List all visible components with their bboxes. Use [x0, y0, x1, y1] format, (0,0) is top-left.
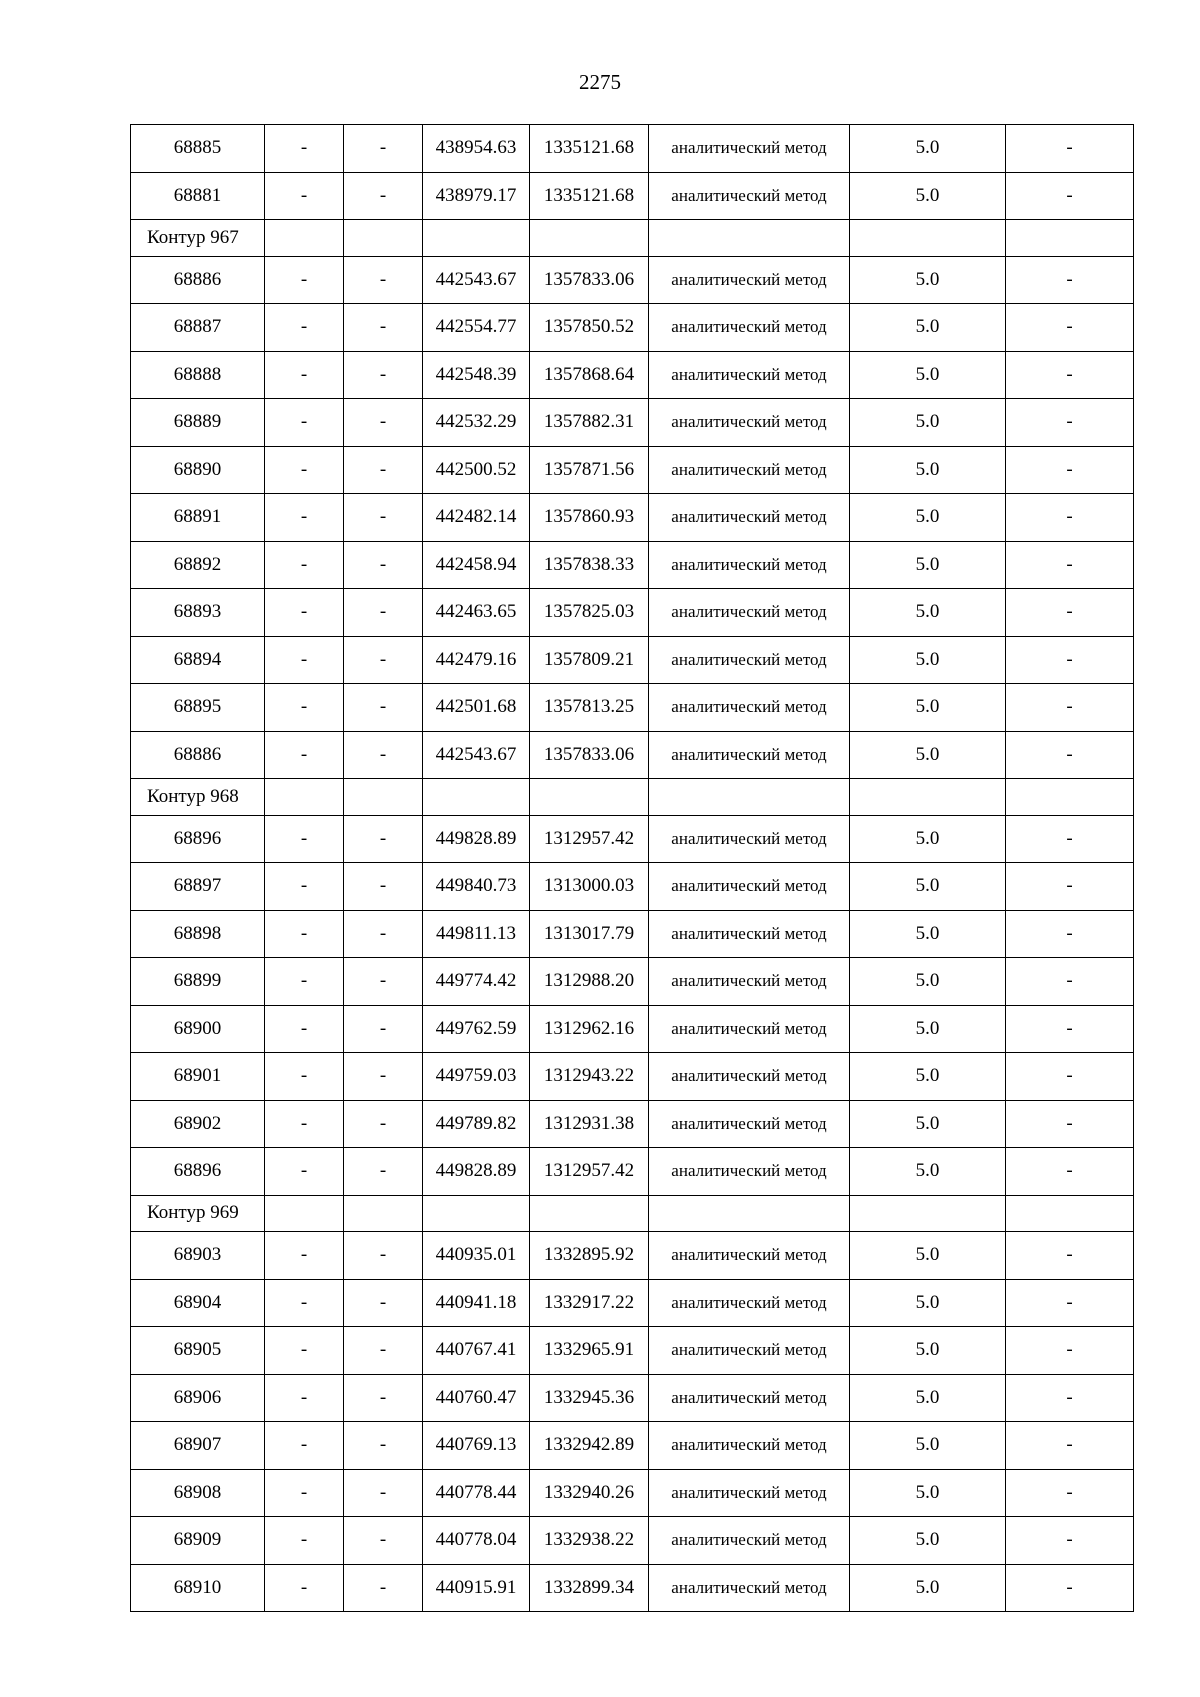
point-number-cell: 68893: [131, 589, 265, 637]
table-row: [131, 589, 1134, 637]
precision-cell: 5.0: [850, 815, 1006, 863]
empty-cell: [265, 1195, 344, 1232]
y-coordinate-cell: 1357871.56: [530, 446, 649, 494]
empty-value-cell: -: [1006, 684, 1134, 732]
x-coordinate-cell: 440941.18: [423, 1279, 530, 1327]
empty-value-cell: -: [1006, 1517, 1134, 1565]
table-row: [131, 304, 1134, 352]
empty-cell: [530, 220, 649, 257]
precision-cell: 5.0: [850, 1148, 1006, 1196]
x-coordinate-cell: 449789.82: [423, 1100, 530, 1148]
table-row: [131, 1232, 1134, 1280]
y-coordinate-cell: 1312957.42: [530, 1148, 649, 1196]
method-cell: аналитический метод: [649, 351, 850, 399]
method-cell: аналитический метод: [649, 1148, 850, 1196]
empty-value-cell: -: [265, 541, 344, 589]
empty-value-cell: -: [1006, 1374, 1134, 1422]
empty-value-cell: -: [1006, 304, 1134, 352]
y-coordinate-cell: 1332940.26: [530, 1469, 649, 1517]
contour-header-row: [131, 220, 1134, 257]
table-row: [131, 1005, 1134, 1053]
x-coordinate-cell: 442548.39: [423, 351, 530, 399]
table-row: [131, 1517, 1134, 1565]
empty-value-cell: -: [265, 863, 344, 911]
point-number-cell: 68895: [131, 684, 265, 732]
empty-value-cell: -: [344, 399, 423, 447]
y-coordinate-cell: 1357825.03: [530, 589, 649, 637]
empty-value-cell: -: [344, 684, 423, 732]
table-row: [131, 446, 1134, 494]
empty-cell: [530, 1195, 649, 1232]
point-number-cell: 68909: [131, 1517, 265, 1565]
y-coordinate-cell: 1357833.06: [530, 256, 649, 304]
method-cell: аналитический метод: [649, 172, 850, 220]
empty-value-cell: -: [1006, 636, 1134, 684]
empty-value-cell: -: [265, 1053, 344, 1101]
method-cell: аналитический метод: [649, 684, 850, 732]
table-row: [131, 1148, 1134, 1196]
empty-value-cell: -: [344, 815, 423, 863]
empty-value-cell: -: [344, 731, 423, 779]
table-row: [131, 399, 1134, 447]
x-coordinate-cell: 442479.16: [423, 636, 530, 684]
empty-value-cell: -: [344, 958, 423, 1006]
precision-cell: 5.0: [850, 1517, 1006, 1565]
point-number-cell: 68897: [131, 863, 265, 911]
empty-value-cell: -: [265, 910, 344, 958]
x-coordinate-cell: 442458.94: [423, 541, 530, 589]
point-number-cell: 68910: [131, 1564, 265, 1612]
empty-value-cell: -: [265, 125, 344, 173]
table-row: [131, 172, 1134, 220]
x-coordinate-cell: 449762.59: [423, 1005, 530, 1053]
table-row: [131, 731, 1134, 779]
point-number-cell: 68881: [131, 172, 265, 220]
contour-label: Контур 968: [131, 779, 265, 816]
table-row: [131, 541, 1134, 589]
y-coordinate-cell: 1313000.03: [530, 863, 649, 911]
table-row: [131, 1279, 1134, 1327]
empty-value-cell: -: [344, 541, 423, 589]
method-cell: аналитический метод: [649, 1422, 850, 1470]
y-coordinate-cell: 1332899.34: [530, 1564, 649, 1612]
method-cell: аналитический метод: [649, 446, 850, 494]
empty-value-cell: -: [265, 494, 344, 542]
x-coordinate-cell: 440778.44: [423, 1469, 530, 1517]
y-coordinate-cell: 1312962.16: [530, 1005, 649, 1053]
precision-cell: 5.0: [850, 399, 1006, 447]
coordinates-table-body: [131, 125, 1134, 1612]
point-number-cell: 68900: [131, 1005, 265, 1053]
empty-cell: [265, 779, 344, 816]
x-coordinate-cell: 442543.67: [423, 256, 530, 304]
empty-value-cell: -: [344, 1517, 423, 1565]
y-coordinate-cell: 1357882.31: [530, 399, 649, 447]
empty-value-cell: -: [1006, 1422, 1134, 1470]
table-row: [131, 815, 1134, 863]
y-coordinate-cell: 1312943.22: [530, 1053, 649, 1101]
empty-cell: [1006, 779, 1134, 816]
method-cell: аналитический метод: [649, 1374, 850, 1422]
contour-label: Контур 969: [131, 1195, 265, 1232]
empty-value-cell: -: [1006, 958, 1134, 1006]
empty-value-cell: -: [265, 1148, 344, 1196]
empty-cell: [1006, 220, 1134, 257]
empty-value-cell: -: [1006, 125, 1134, 173]
x-coordinate-cell: 440915.91: [423, 1564, 530, 1612]
table-row: [131, 1374, 1134, 1422]
empty-value-cell: -: [344, 172, 423, 220]
empty-value-cell: -: [344, 863, 423, 911]
method-cell: аналитический метод: [649, 589, 850, 637]
table-row: [131, 256, 1134, 304]
empty-value-cell: -: [344, 1469, 423, 1517]
empty-value-cell: -: [265, 1469, 344, 1517]
empty-cell: [850, 220, 1006, 257]
empty-value-cell: -: [1006, 1148, 1134, 1196]
y-coordinate-cell: 1335121.68: [530, 125, 649, 173]
empty-cell: [1006, 1195, 1134, 1232]
table-row: [131, 1100, 1134, 1148]
empty-value-cell: -: [1006, 1232, 1134, 1280]
empty-value-cell: -: [265, 304, 344, 352]
precision-cell: 5.0: [850, 172, 1006, 220]
empty-value-cell: -: [1006, 1564, 1134, 1612]
empty-value-cell: -: [344, 1005, 423, 1053]
x-coordinate-cell: 440767.41: [423, 1327, 530, 1375]
empty-value-cell: -: [344, 1564, 423, 1612]
point-number-cell: 68892: [131, 541, 265, 589]
table-row: [131, 494, 1134, 542]
precision-cell: 5.0: [850, 304, 1006, 352]
table-row: [131, 1422, 1134, 1470]
empty-value-cell: -: [265, 172, 344, 220]
empty-value-cell: -: [265, 1564, 344, 1612]
precision-cell: 5.0: [850, 636, 1006, 684]
x-coordinate-cell: 442543.67: [423, 731, 530, 779]
empty-value-cell: -: [1006, 910, 1134, 958]
empty-value-cell: -: [344, 1232, 423, 1280]
x-coordinate-cell: 438954.63: [423, 125, 530, 173]
precision-cell: 5.0: [850, 1279, 1006, 1327]
empty-value-cell: -: [1006, 172, 1134, 220]
precision-cell: 5.0: [850, 1232, 1006, 1280]
point-number-cell: 68894: [131, 636, 265, 684]
y-coordinate-cell: 1332895.92: [530, 1232, 649, 1280]
empty-value-cell: -: [344, 910, 423, 958]
y-coordinate-cell: 1332942.89: [530, 1422, 649, 1470]
x-coordinate-cell: 440935.01: [423, 1232, 530, 1280]
x-coordinate-cell: 440760.47: [423, 1374, 530, 1422]
x-coordinate-cell: 449828.89: [423, 1148, 530, 1196]
method-cell: аналитический метод: [649, 1100, 850, 1148]
empty-value-cell: -: [1006, 351, 1134, 399]
empty-cell: [423, 1195, 530, 1232]
empty-value-cell: -: [344, 636, 423, 684]
empty-value-cell: -: [1006, 731, 1134, 779]
precision-cell: 5.0: [850, 589, 1006, 637]
method-cell: аналитический метод: [649, 256, 850, 304]
method-cell: аналитический метод: [649, 1469, 850, 1517]
precision-cell: 5.0: [850, 1469, 1006, 1517]
table-row: [131, 1327, 1134, 1375]
point-number-cell: 68886: [131, 256, 265, 304]
empty-value-cell: -: [1006, 589, 1134, 637]
empty-value-cell: -: [344, 304, 423, 352]
empty-cell: [344, 220, 423, 257]
y-coordinate-cell: 1332938.22: [530, 1517, 649, 1565]
empty-value-cell: -: [344, 1327, 423, 1375]
precision-cell: 5.0: [850, 256, 1006, 304]
empty-value-cell: -: [344, 1100, 423, 1148]
empty-cell: [850, 1195, 1006, 1232]
x-coordinate-cell: 442500.52: [423, 446, 530, 494]
empty-value-cell: -: [265, 1005, 344, 1053]
x-coordinate-cell: 449828.89: [423, 815, 530, 863]
precision-cell: 5.0: [850, 446, 1006, 494]
method-cell: аналитический метод: [649, 1053, 850, 1101]
point-number-cell: 68885: [131, 125, 265, 173]
x-coordinate-cell: 438979.17: [423, 172, 530, 220]
table-row: [131, 1564, 1134, 1612]
y-coordinate-cell: 1357809.21: [530, 636, 649, 684]
method-cell: аналитический метод: [649, 1327, 850, 1375]
method-cell: аналитический метод: [649, 494, 850, 542]
point-number-cell: 68898: [131, 910, 265, 958]
empty-value-cell: -: [1006, 1327, 1134, 1375]
empty-cell: [850, 779, 1006, 816]
empty-cell: [649, 1195, 850, 1232]
y-coordinate-cell: 1357813.25: [530, 684, 649, 732]
x-coordinate-cell: 442482.14: [423, 494, 530, 542]
method-cell: аналитический метод: [649, 304, 850, 352]
table-row: [131, 125, 1134, 173]
method-cell: аналитический метод: [649, 1517, 850, 1565]
point-number-cell: 68904: [131, 1279, 265, 1327]
precision-cell: 5.0: [850, 1100, 1006, 1148]
empty-value-cell: -: [265, 446, 344, 494]
empty-cell: [344, 779, 423, 816]
precision-cell: 5.0: [850, 910, 1006, 958]
point-number-cell: 68891: [131, 494, 265, 542]
y-coordinate-cell: 1312988.20: [530, 958, 649, 1006]
precision-cell: 5.0: [850, 351, 1006, 399]
table-row: [131, 636, 1134, 684]
method-cell: аналитический метод: [649, 731, 850, 779]
empty-value-cell: -: [344, 1053, 423, 1101]
empty-value-cell: -: [265, 1422, 344, 1470]
precision-cell: 5.0: [850, 863, 1006, 911]
empty-value-cell: -: [1006, 446, 1134, 494]
method-cell: аналитический метод: [649, 399, 850, 447]
method-cell: аналитический метод: [649, 958, 850, 1006]
empty-value-cell: -: [1006, 1053, 1134, 1101]
empty-cell: [265, 220, 344, 257]
empty-value-cell: -: [265, 815, 344, 863]
empty-value-cell: -: [265, 684, 344, 732]
empty-value-cell: -: [344, 494, 423, 542]
method-cell: аналитический метод: [649, 815, 850, 863]
empty-value-cell: -: [344, 1422, 423, 1470]
x-coordinate-cell: 442501.68: [423, 684, 530, 732]
contour-label: Контур 967: [131, 220, 265, 257]
y-coordinate-cell: 1357833.06: [530, 731, 649, 779]
empty-value-cell: -: [1006, 256, 1134, 304]
empty-value-cell: -: [265, 1327, 344, 1375]
precision-cell: 5.0: [850, 1053, 1006, 1101]
point-number-cell: 68888: [131, 351, 265, 399]
table-row: [131, 863, 1134, 911]
method-cell: аналитический метод: [649, 1005, 850, 1053]
y-coordinate-cell: 1312931.38: [530, 1100, 649, 1148]
point-number-cell: 68901: [131, 1053, 265, 1101]
empty-value-cell: -: [344, 125, 423, 173]
page-number: 2275: [579, 70, 621, 94]
method-cell: аналитический метод: [649, 863, 850, 911]
point-number-cell: 68896: [131, 815, 265, 863]
point-number-cell: 68902: [131, 1100, 265, 1148]
empty-cell: [649, 220, 850, 257]
point-number-cell: 68896: [131, 1148, 265, 1196]
point-number-cell: 68889: [131, 399, 265, 447]
precision-cell: 5.0: [850, 958, 1006, 1006]
x-coordinate-cell: 449759.03: [423, 1053, 530, 1101]
method-cell: аналитический метод: [649, 636, 850, 684]
method-cell: аналитический метод: [649, 541, 850, 589]
y-coordinate-cell: 1357868.64: [530, 351, 649, 399]
empty-value-cell: -: [1006, 1100, 1134, 1148]
empty-value-cell: -: [1006, 863, 1134, 911]
precision-cell: 5.0: [850, 1374, 1006, 1422]
point-number-cell: 68886: [131, 731, 265, 779]
empty-cell: [649, 779, 850, 816]
table-row: [131, 910, 1134, 958]
coordinates-table: [130, 124, 1134, 1612]
empty-value-cell: -: [265, 1232, 344, 1280]
contour-header-row: [131, 1195, 1134, 1232]
method-cell: аналитический метод: [649, 1279, 850, 1327]
precision-cell: 5.0: [850, 125, 1006, 173]
precision-cell: 5.0: [850, 1327, 1006, 1375]
precision-cell: 5.0: [850, 494, 1006, 542]
empty-value-cell: -: [1006, 494, 1134, 542]
empty-value-cell: -: [344, 446, 423, 494]
empty-value-cell: -: [1006, 399, 1134, 447]
precision-cell: 5.0: [850, 541, 1006, 589]
table-row: [131, 1053, 1134, 1101]
point-number-cell: 68905: [131, 1327, 265, 1375]
empty-value-cell: -: [265, 1279, 344, 1327]
precision-cell: 5.0: [850, 731, 1006, 779]
y-coordinate-cell: 1332917.22: [530, 1279, 649, 1327]
y-coordinate-cell: 1357850.52: [530, 304, 649, 352]
empty-value-cell: -: [265, 589, 344, 637]
empty-value-cell: -: [265, 958, 344, 1006]
table-row: [131, 1469, 1134, 1517]
empty-value-cell: -: [344, 351, 423, 399]
y-coordinate-cell: 1357838.33: [530, 541, 649, 589]
point-number-cell: 68890: [131, 446, 265, 494]
point-number-cell: 68903: [131, 1232, 265, 1280]
empty-value-cell: -: [265, 1374, 344, 1422]
y-coordinate-cell: 1313017.79: [530, 910, 649, 958]
empty-value-cell: -: [1006, 815, 1134, 863]
x-coordinate-cell: 440769.13: [423, 1422, 530, 1470]
x-coordinate-cell: 449840.73: [423, 863, 530, 911]
y-coordinate-cell: 1357860.93: [530, 494, 649, 542]
empty-cell: [530, 779, 649, 816]
table-row: [131, 684, 1134, 732]
precision-cell: 5.0: [850, 1564, 1006, 1612]
empty-cell: [423, 779, 530, 816]
empty-value-cell: -: [344, 1279, 423, 1327]
empty-value-cell: -: [1006, 1279, 1134, 1327]
x-coordinate-cell: 442463.65: [423, 589, 530, 637]
point-number-cell: 68906: [131, 1374, 265, 1422]
x-coordinate-cell: 442554.77: [423, 304, 530, 352]
empty-cell: [344, 1195, 423, 1232]
method-cell: аналитический метод: [649, 125, 850, 173]
point-number-cell: 68887: [131, 304, 265, 352]
x-coordinate-cell: 440778.04: [423, 1517, 530, 1565]
empty-value-cell: -: [344, 589, 423, 637]
point-number-cell: 68899: [131, 958, 265, 1006]
precision-cell: 5.0: [850, 684, 1006, 732]
contour-header-row: [131, 779, 1134, 816]
method-cell: аналитический метод: [649, 1564, 850, 1612]
table-row: [131, 958, 1134, 1006]
empty-value-cell: -: [344, 256, 423, 304]
empty-value-cell: -: [344, 1148, 423, 1196]
y-coordinate-cell: 1332965.91: [530, 1327, 649, 1375]
x-coordinate-cell: 449811.13: [423, 910, 530, 958]
empty-value-cell: -: [265, 1517, 344, 1565]
empty-value-cell: -: [265, 256, 344, 304]
empty-value-cell: -: [1006, 1469, 1134, 1517]
method-cell: аналитический метод: [649, 910, 850, 958]
empty-value-cell: -: [344, 1374, 423, 1422]
empty-value-cell: -: [1006, 1005, 1134, 1053]
empty-cell: [423, 220, 530, 257]
point-number-cell: 68908: [131, 1469, 265, 1517]
x-coordinate-cell: 449774.42: [423, 958, 530, 1006]
method-cell: аналитический метод: [649, 1232, 850, 1280]
empty-value-cell: -: [1006, 541, 1134, 589]
empty-value-cell: -: [265, 731, 344, 779]
precision-cell: 5.0: [850, 1005, 1006, 1053]
empty-value-cell: -: [265, 1100, 344, 1148]
precision-cell: 5.0: [850, 1422, 1006, 1470]
y-coordinate-cell: 1312957.42: [530, 815, 649, 863]
y-coordinate-cell: 1335121.68: [530, 172, 649, 220]
x-coordinate-cell: 442532.29: [423, 399, 530, 447]
point-number-cell: 68907: [131, 1422, 265, 1470]
y-coordinate-cell: 1332945.36: [530, 1374, 649, 1422]
table-row: [131, 351, 1134, 399]
empty-value-cell: -: [265, 351, 344, 399]
empty-value-cell: -: [265, 636, 344, 684]
empty-value-cell: -: [265, 399, 344, 447]
